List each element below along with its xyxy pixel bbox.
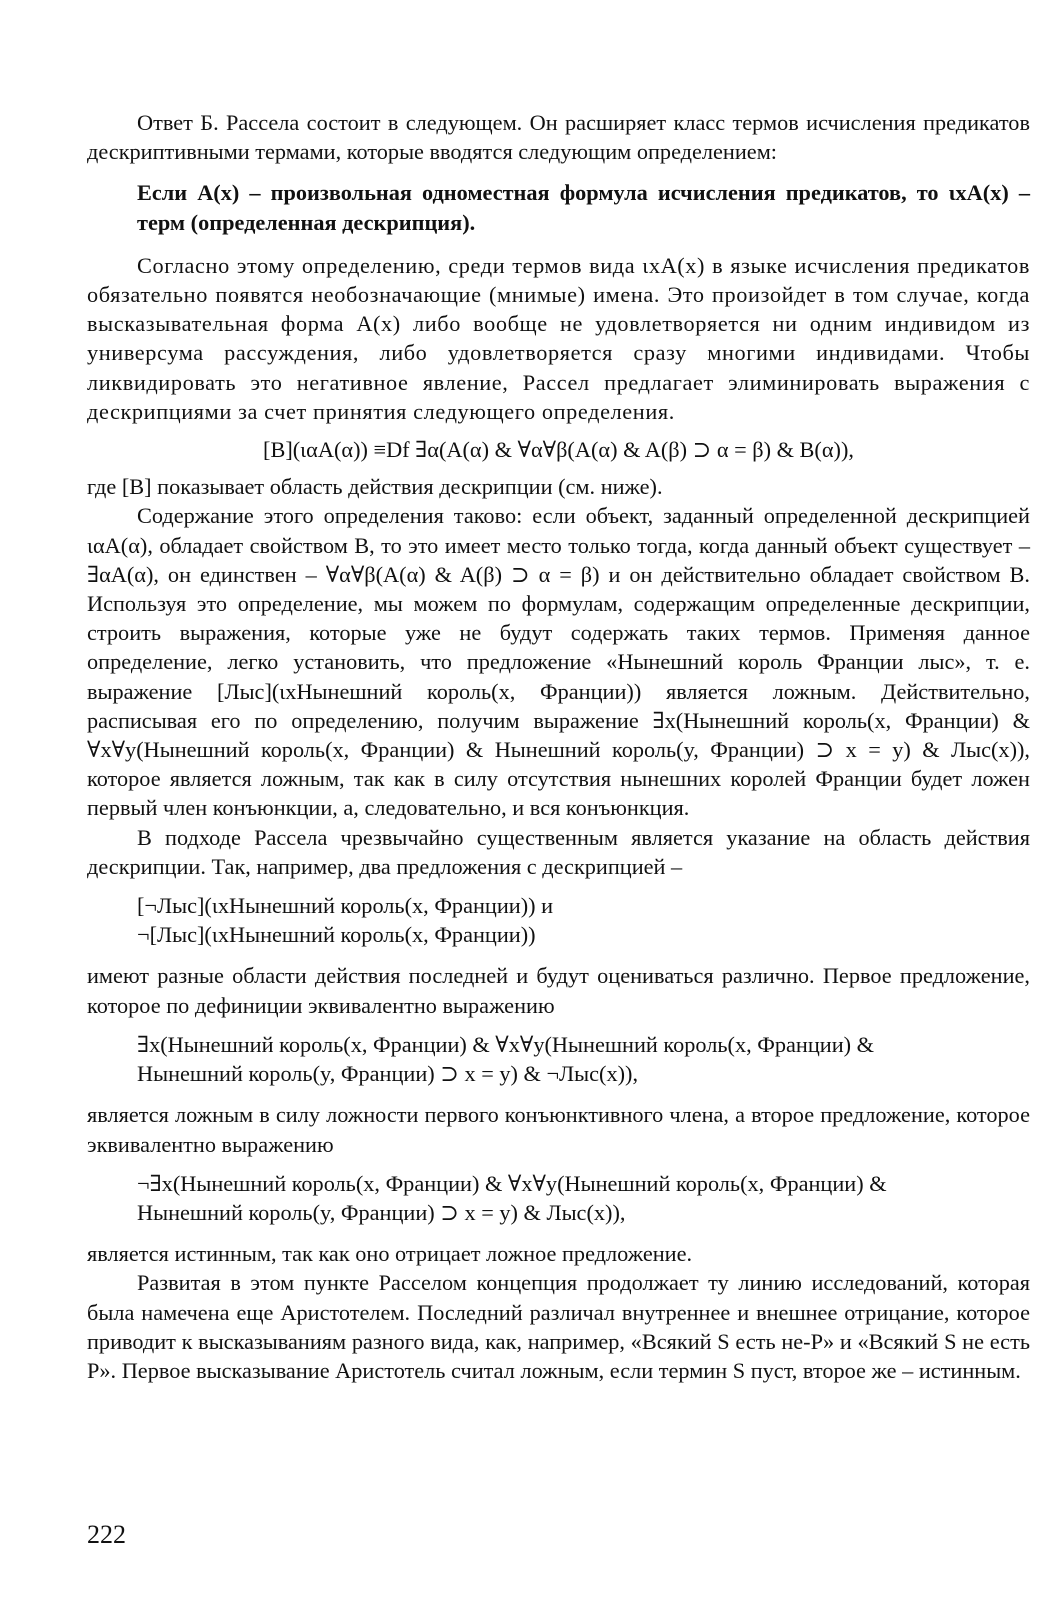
formula-block-second <box>87 1169 1030 1227</box>
formula-russell-definition: [B](ιαA(α)) ≡Df ∃α(A(α) & ∀α∀β(A(α) & A(β) ⊃ α = β) & B(α)), <box>263 437 854 463</box>
formula-line: ∃x(Нынешний король(x, Франции) & ∀x∀y(Нынешний король(x, Франции) & <box>137 1031 874 1057</box>
paragraph-scope-note: где [B] показывает область действия дескрипции (см. ниже). <box>87 474 663 500</box>
formula-line: [¬Лыс](ιxНынешний король(x, Франции)) и <box>137 893 554 919</box>
definition-bold: Если A(x) – произвольная одноместная формула исчисления предикатов, то ιxA(x) – терм (определенная дескрипция). <box>137 180 1030 235</box>
paragraph-true-statement: является истинным, так как оно отрицает ложное предложение. <box>87 1241 693 1267</box>
paragraph-scope: В подходе Рассела чрезвычайно существенным является указание на область действия дескрипции. Так, например, два предложения с дескрипцией – <box>87 824 1030 879</box>
formula-block-descriptions <box>87 891 1030 949</box>
paragraph-intro: Ответ Б. Рассела состоит в следующем. Он расширяет класс термов исчисления предикатов дескриптивными термами, которые вводятся следующим определением: <box>87 110 1030 165</box>
page-body <box>87 108 1030 1385</box>
formula-line: ¬[Лыс](ιxНынешний король(x, Франции)) <box>137 922 536 948</box>
page-number: 222 <box>87 1520 126 1549</box>
paragraph-aristotle: Развитая в этом пункте Расселом концепция продолжает ту линию исследований, которая была намечена еще Аристотелем. Последний различал внутреннее и внешнее отрицание, которое приводит к высказываниям разного вида, как, например, «Всякий S есть не-P» и «Всякий S не есть P». Первое высказывание Аристотель считал ложным, если термин S пуст, второе же – истинным. <box>87 1270 1030 1383</box>
formula-line: Нынешний король(y, Франции) ⊃ x = y) & Лыс(x)), <box>137 1199 626 1225</box>
paragraph-consequence: Согласно этому определению, среди термов вида ιxA(x) в языке исчисления предикатов обязательно появятся необозначающие (мнимые) имена. Это произойдет в том случае, когда высказывательная форма A(x) либо вообще не удовлетворяется ни одним индивидом из универсума рассуждения, либо удовлетворяется сразу многими индивидами. Чтобы ликвидировать это негативное явление, Рассел предлагает элиминировать выражения с дескрипциями за счет принятия следующего определения. <box>87 252 1030 424</box>
paragraph-definition-content: Содержание этого определения таково: если объект, заданный определенной дескрипцией ιαA(α), обладает свойством B, то это имеет место только тогда, когда данный объект существует – ∃αA(α), он единствен – ∀α∀β(A(α) & A(β) ⊃ α = β) и он действительно обладает свойством B. Используя это определение, мы можем по формулам, содержащим определенные дескрипции, строить выражения, которые уже не будут содержать таких термов. Применяя данное определение, легко установить, что предложение «Нынешний король Франции лыс», т. е. выражение [Лыс](ιxНынешний король(x, Франции)) является ложным. Действительно, расписывая его по определению, получим выражение ∃x(Нынешний король(x, Франции) & ∀x∀y(Нынешний король(x, Франции) & Нынешний король(y, Франции) ⊃ x = y) & Лыс(x)), которое является ложным, так как в силу отсутствия нынешних королей Франции будет ложен первый член конъюнкции, а, следовательно, и вся конъюнкция. <box>87 503 1030 821</box>
paragraph-different-scopes: имеют разные области действия последней и будут оцениваться различно. Первое предложение, которое по дефиниции эквивалентно выражению <box>87 963 1030 1018</box>
formula-line: ¬∃x(Нынешний король(x, Франции) & ∀x∀y(Нынешний король(x, Франции) & <box>137 1170 887 1196</box>
formula-line: Нынешний король(y, Франции) ⊃ x = y) & ¬Лыс(x)), <box>137 1061 639 1087</box>
formula-block-first <box>87 1030 1030 1088</box>
paragraph-false-statement: является ложным в силу ложности первого конъюнктивного члена, а второе предложение, которое эквивалентно выражению <box>87 1102 1030 1157</box>
